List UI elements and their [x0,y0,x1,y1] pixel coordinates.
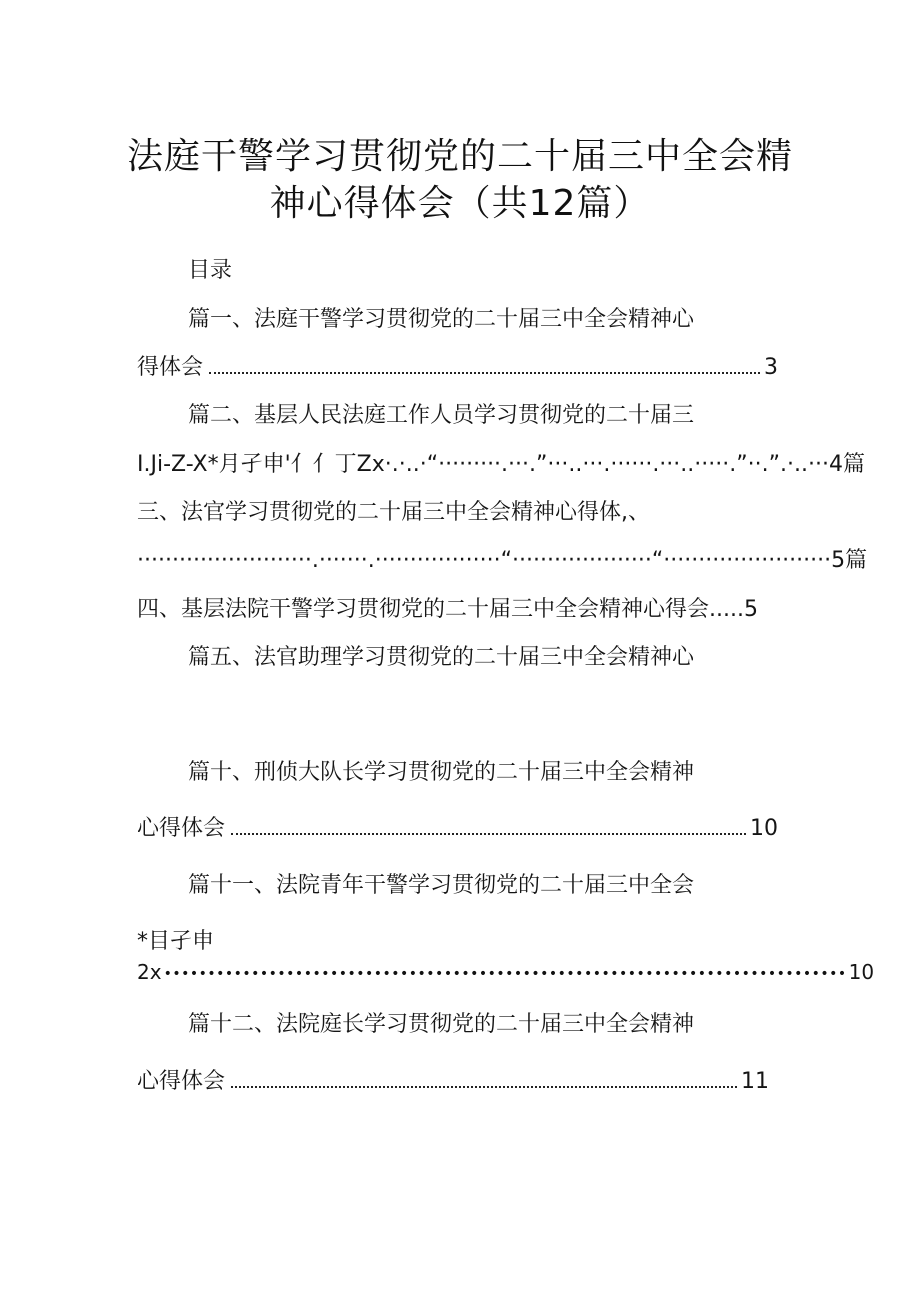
toc-entry-text: 心得体会 [137,816,226,841]
dot-leader [209,371,760,374]
toc-entry-2-line-1[interactable]: 篇二、基层人民法庭工作人员学习贯彻党的二十届三 [188,403,695,428]
document-title-line-1: 法庭干警学习贯彻党的二十届三中全会精 [126,136,793,177]
toc-entry-text: 2x [137,960,162,984]
toc-page-number: 3 [764,355,778,380]
toc-page-number: 10 [848,960,875,984]
toc-entry-12-line-1[interactable]: 篇十二、法院庭长学习贯彻党的二十届三中全会精神 [188,1012,695,1037]
toc-entry-text: 心得体会 [137,1069,226,1094]
toc-page-number: 10 [750,816,778,841]
toc-entry-3-line-2[interactable]: ·························.·······.··················“····················“························5篇 [137,548,868,573]
toc-page-number: 11 [741,1069,769,1094]
toc-entry-11-line-3[interactable] [137,959,875,985]
toc-entry-10-line-1[interactable]: 篇十、刑侦大队长学习贯彻党的二十届三中全会精神 [188,760,695,785]
toc-entry-4[interactable]: 四、基层法院干警学习贯彻党的二十届三中全会精神心得会.....5 [137,597,758,622]
dot-leader [231,1085,737,1088]
toc-entry-3-line-1[interactable]: 三、法官学习贯彻党的二十届三中全会精神心得体,、 [137,500,650,525]
dot-leader [231,832,746,835]
toc-entry-10-line-2[interactable] [137,815,778,843]
toc-entry-11-line-2[interactable]: *目孑申 [137,929,215,954]
bullet-leader: •••••••••••••••••••••••••••••••••••••••••••••••••••••••••••••••••••••••••••••• [163,966,847,982]
document-title-line-2: 神心得体会（共12篇） [269,183,651,224]
toc-entry-text: 得体会 [137,355,204,380]
toc-entry-1-line-2[interactable] [137,354,778,382]
toc-entry-1-line-1[interactable]: 篇一、法庭干警学习贯彻党的二十届三中全会精神心 [188,307,695,332]
toc-entry-11-line-1[interactable]: 篇十一、法院青年干警学习贯彻党的二十届三中全会 [188,873,695,898]
toc-heading: 目录 [188,258,233,283]
toc-entry-5-line-1[interactable]: 篇五、法官助理学习贯彻党的二十届三中全会精神心 [188,645,695,670]
toc-entry-2-line-2[interactable]: I.Ji-Z-X*月孑申'亻亻丁Zx·.·..·“·········.···.”···..···.······.···..·····.”··.”.·..···4篇 [137,452,865,477]
toc-entry-12-line-2[interactable] [137,1068,769,1096]
